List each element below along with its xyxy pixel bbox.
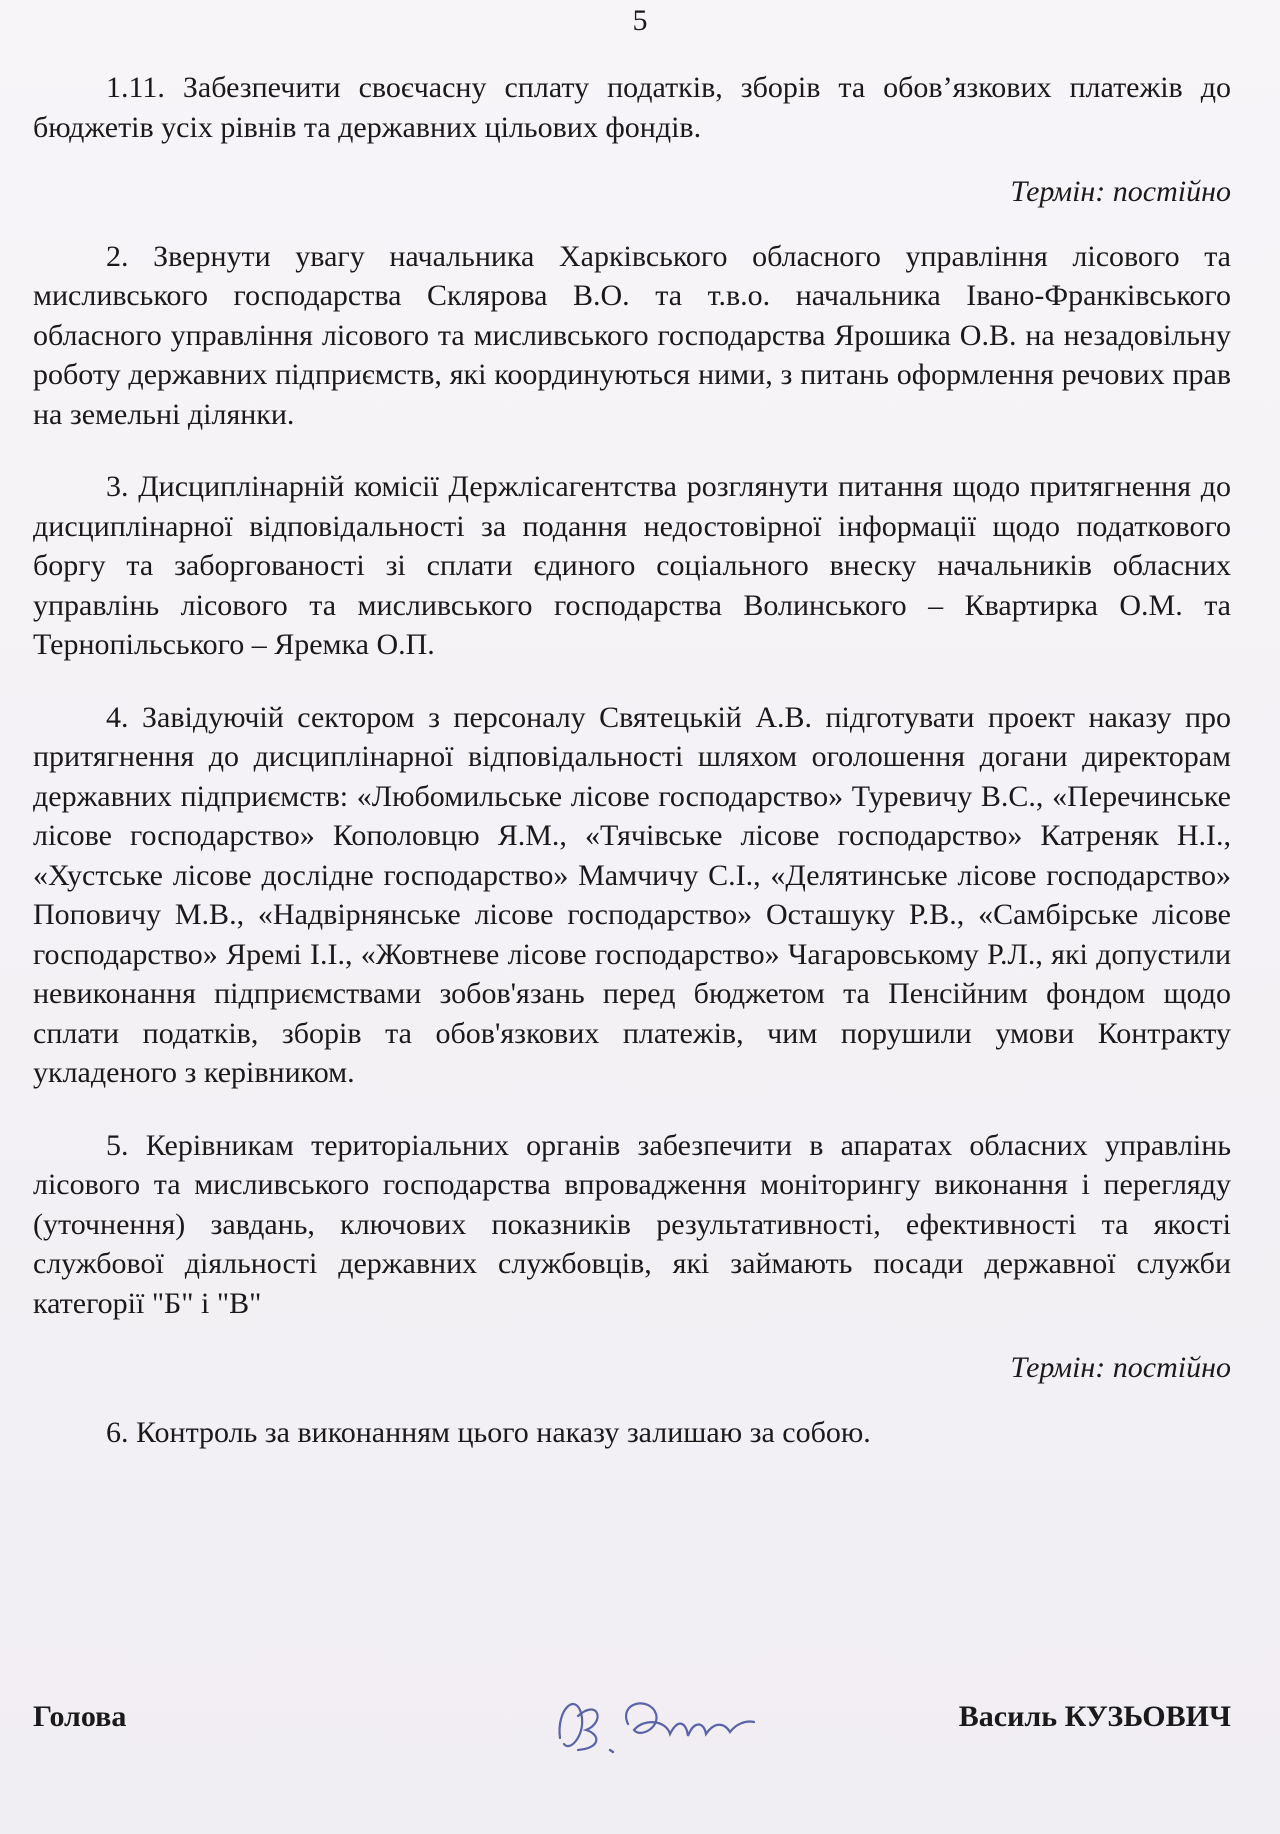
document-body (33, 68, 1231, 1452)
signatory-name: Василь КУЗЬОВИЧ (958, 1700, 1231, 1733)
deadline-term: Термін: постійно (1010, 1351, 1231, 1384)
deadline-term: Термін: постійно (1010, 175, 1231, 208)
paragraph-5: 5. Керівникам територіальних органів забезпечити в апаратах обласних управлінь лісового та мисливського господарства впровадження моніторингу виконання і перегляду (уточнення) завдань, ключових показників результативності, ефективності та якості службової діяльності державних службовців, які займають посади державної служби категорії "Б" і "В" (33, 1128, 1231, 1320)
signatory-title: Голова (33, 1700, 127, 1733)
page-number: 5 (632, 4, 648, 37)
paragraph-6: 6. Контроль за виконанням цього наказу залишаю за собою. (106, 1415, 871, 1449)
paragraph-1-11: 1.11. Забезпечити своєчасну сплату податків, зборів та обов’язкових платежів до бюджетів усіх рівнів та державних цільових фондів. (33, 71, 1231, 144)
paragraph-2: 2. Звернути увагу начальника Харківського обласного управління лісового та мисливського господарства Склярова В.О. та т.в.о. начальника Івано-Франківського обласного управління лісового та мисливського господарства Ярошика О.В. на незадовільну роботу державних підприємств, які координуються ними, з питань оформлення речових прав на земельні ділянки. (33, 239, 1231, 431)
handwritten-signature (548, 1678, 768, 1768)
signature-block (33, 1700, 1231, 1750)
paragraph-3: 3. Дисциплінарній комісії Держлісагентства розглянути питання щодо притягнення до дисциплінарної відповідальності за подання недостовірної інформації щодо податкового боргу та заборгованості зі сплати єдиного соціального внеску начальників обласних управлінь лісового та мисливського господарства Волинського – Квартирка О.М. та Тернопільського – Яремка О.П. (33, 470, 1231, 661)
paragraph-4: 4. Завідуючій сектором з персоналу Святецькій А.В. підготувати проект наказу про притягнення до дисциплінарної відповідальності шляхом оголошення догани директорам державних підприємств: «Любомильське лісове господарство» Туревичу В.С., «Перечинське лісове господарство» Кополовцю Я.М., «Тячівське лісове господарство» Катреняк Н.І., «Хустське лісове дослідне господарство» Мамчичу С.І., «Делятинське лісове господарство» Поповичу М.В., «Надвірнянське лісове господарство» Осташуку Р.В., «Самбірське лісове господарство» Яремі І.І., «Жовтневе лісове господарство» Чагаровському Р.Л., які допустили невиконання підприємствами зобов'язань перед бюджетом та Пенсійним фондом щодо сплати податків, зборів та обов'язкових платежів, чим порушили умови Контракту укладеного з керівником. (33, 700, 1231, 1089)
